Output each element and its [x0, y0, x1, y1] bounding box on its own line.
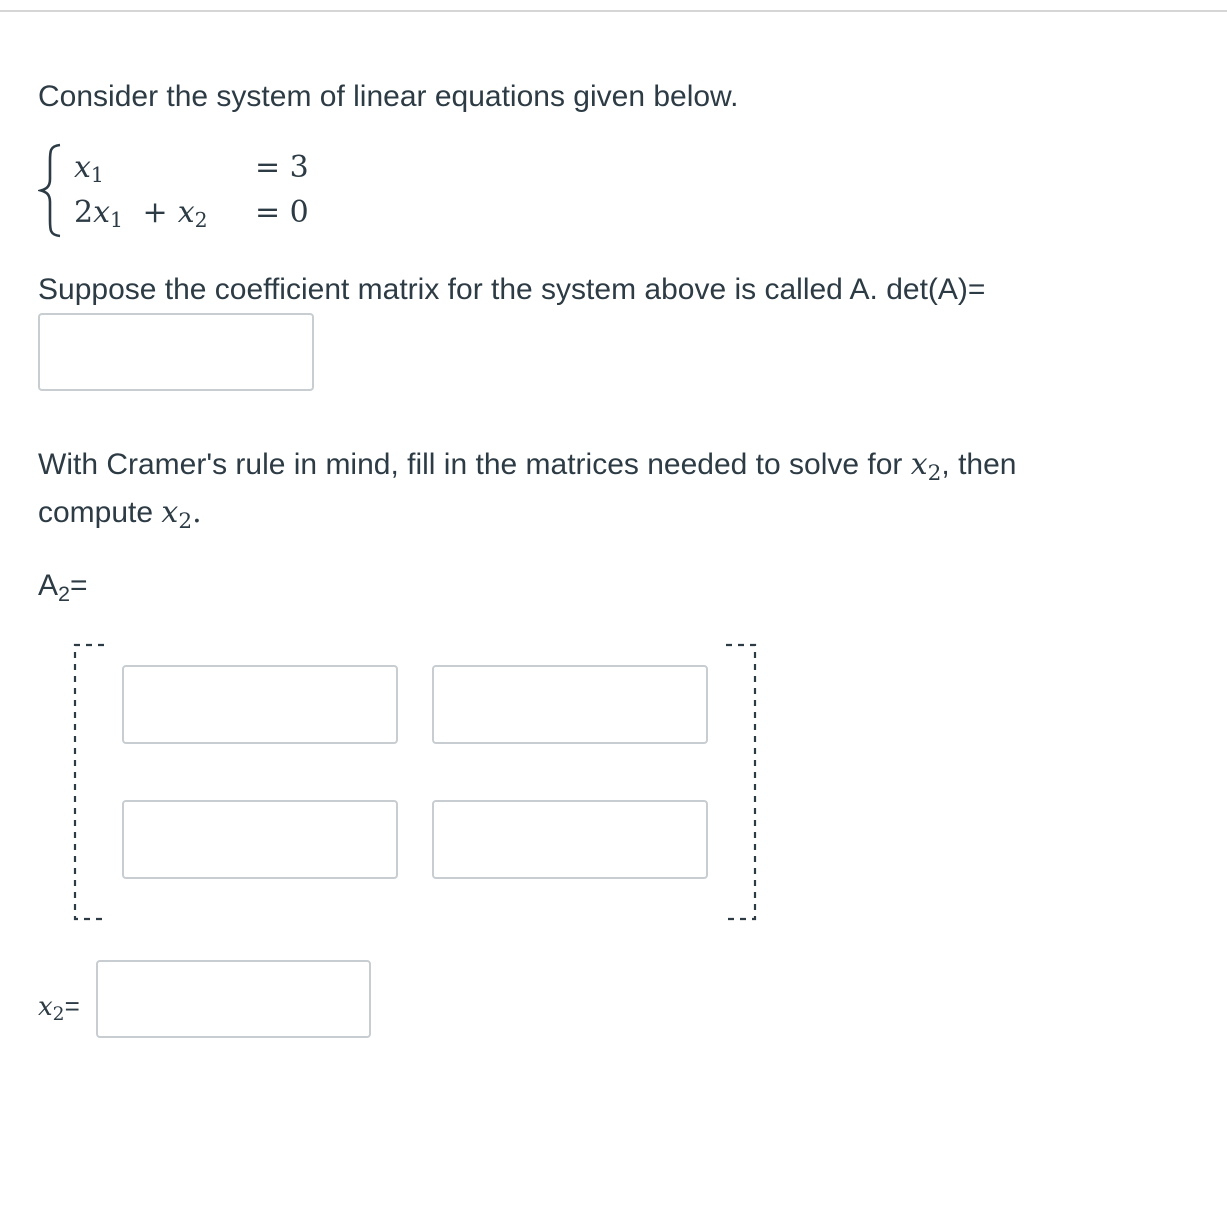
- x2-label-var: x: [38, 992, 53, 1022]
- cramer-var-2: x: [161, 495, 179, 530]
- eq2-var1: x: [93, 195, 111, 230]
- equation-row-2-rhs: = 0: [255, 195, 309, 230]
- x2-value-input[interactable]: [96, 960, 371, 1038]
- eq2-coef: 2: [74, 195, 94, 230]
- cramer-line2-suffix: .: [192, 495, 202, 530]
- matrix-a2-r1c2-input[interactable]: [432, 665, 708, 744]
- eq2-var2: x: [177, 195, 195, 230]
- cramer-var-sub-2: 2: [178, 509, 193, 535]
- cramer-instruction-line-1: [38, 445, 1017, 487]
- x2-label-sub: 2: [52, 1004, 65, 1026]
- question-intro: Consider the system of linear equations given below.: [38, 80, 739, 113]
- matrix-a2-label: [38, 566, 88, 605]
- eq2-plus: +: [142, 195, 168, 230]
- matrix-left-bracket-icon: [72, 642, 112, 922]
- equation-row-2: [74, 195, 208, 233]
- x2-result-label: [38, 990, 80, 1025]
- matrix-a2-r2c1-input[interactable]: [122, 800, 398, 879]
- cramer-line1-suffix: , then: [941, 448, 1017, 481]
- matrix-right-bracket-icon: [722, 642, 762, 922]
- det-prompt: Suppose the coefficient matrix for the system above is called A. det(A)=: [38, 273, 986, 306]
- cramer-var-sub: 2: [927, 461, 942, 487]
- matrix-a2-r1c1-input[interactable]: [122, 665, 398, 744]
- left-brace-icon: [38, 143, 68, 238]
- cramer-instruction-line-2: [38, 493, 202, 535]
- equation-row-1-rhs: = 3: [255, 150, 309, 185]
- eq1-var: x: [74, 150, 91, 185]
- eq2-sub1: 1: [110, 208, 123, 233]
- matrix-label-sub: 2: [58, 581, 71, 607]
- x2-label-eq: =: [64, 991, 80, 1021]
- cramer-line1-text: With Cramer's rule in mind, fill in the matrices needed to solve for: [38, 448, 911, 481]
- top-divider: [0, 10, 1227, 12]
- matrix-a2-r2c2-input[interactable]: [432, 800, 708, 879]
- cramer-var: x: [910, 447, 928, 482]
- eq1-sub: 1: [90, 163, 104, 188]
- matrix-label-eq: =: [70, 569, 88, 602]
- cramer-line2-text: compute: [38, 496, 162, 529]
- eq2-sub2: 2: [194, 208, 208, 233]
- matrix-label-base: A: [38, 569, 59, 602]
- det-a-input[interactable]: [38, 313, 314, 391]
- equation-row-1: [74, 150, 104, 188]
